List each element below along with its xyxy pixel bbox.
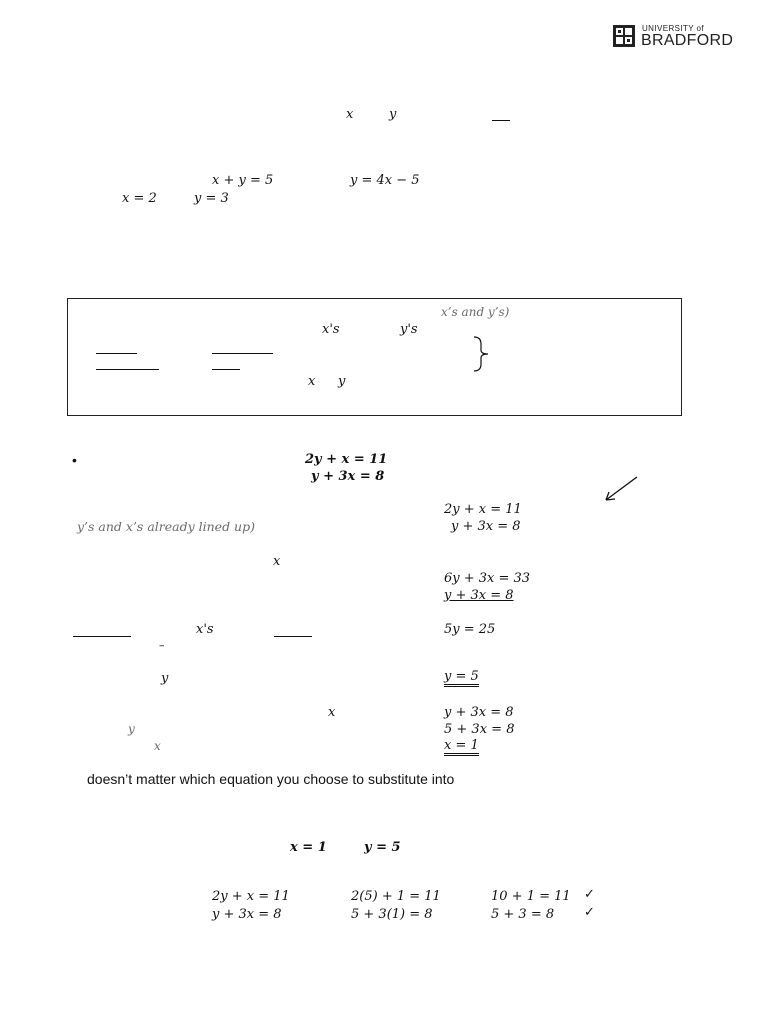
blank-line-a — [73, 636, 131, 637]
subtract-result: 5y = 25 — [444, 622, 496, 637]
sub-eq2: 5 + 3x = 8 — [444, 722, 515, 737]
xs-label: x's — [196, 622, 214, 637]
blank-line-b — [274, 636, 312, 637]
example1-eq1: x + y = 5 — [212, 173, 274, 188]
check-mark-icon: ✓ — [584, 905, 595, 920]
box-x: x — [308, 374, 316, 389]
mult-eq2: y + 3x = 8 — [444, 588, 514, 603]
box-xs: x's — [322, 322, 340, 337]
box-blank-line-2 — [212, 353, 273, 354]
example2-note: y’s and x’s already lined up) — [77, 519, 255, 534]
box-blank-line-1 — [96, 353, 137, 354]
x-result: x = 1 — [444, 739, 479, 756]
header-blank-line — [492, 120, 510, 121]
final-y: y = 5 — [364, 840, 401, 855]
multiply-x: x — [273, 554, 281, 569]
check-mark-icon: ✓ — [584, 887, 595, 902]
example1-eq2: y = 4x − 5 — [350, 173, 420, 188]
check-row1-sub: 2(5) + 1 = 11 — [351, 889, 441, 904]
right-brace-icon — [472, 336, 490, 372]
example1-sol-x: x = 2 — [122, 191, 157, 206]
university-crest-icon — [612, 24, 636, 48]
box-y: y — [338, 374, 346, 389]
sub-x-grey: x — [154, 739, 161, 753]
check-row2-eq: y + 3x = 8 — [212, 907, 282, 922]
bullet-point: • — [72, 452, 77, 468]
check-row1-eq: 2y + x = 11 — [212, 889, 290, 904]
header-var-x: x — [346, 107, 354, 122]
box-ys: y's — [400, 322, 418, 337]
logo-bradford: BRADFORD — [641, 32, 734, 49]
right-eq1: 2y + x = 11 — [444, 502, 522, 517]
check-row2-sub: 5 + 3(1) = 8 — [351, 907, 433, 922]
final-x: x = 1 — [290, 840, 327, 855]
substitute-x: x — [328, 705, 336, 720]
header-var-y: y — [389, 107, 397, 122]
y-result: y = 5 — [444, 670, 479, 687]
arrow-icon — [603, 475, 639, 503]
example1-sol-y: y = 3 — [194, 191, 229, 206]
mult-eq1: 6y + 3x = 33 — [444, 571, 531, 586]
method-box — [67, 298, 682, 416]
example2-eq2-bold: y + 3x = 8 — [311, 469, 385, 484]
sub-y-grey: y — [128, 722, 135, 736]
example2-eq1-bold: 2y + x = 11 — [305, 452, 388, 467]
university-logo — [612, 24, 742, 50]
box-blank-line-3 — [96, 369, 159, 370]
logo-university-of: UNIVERSITY of — [642, 24, 704, 33]
right-eq2: y + 3x = 8 — [451, 519, 521, 534]
minus-sign: – — [159, 639, 165, 652]
sub-eq1: y + 3x = 8 — [444, 705, 514, 720]
check-row2-calc: 5 + 3 = 8 — [491, 907, 555, 922]
y-label: y — [161, 671, 169, 686]
box-blank-line-4 — [212, 369, 240, 370]
substitution-remark: doesn’t matter which equation you choose to substitute into — [87, 771, 455, 787]
check-row1-calc: 10 + 1 = 11 — [491, 889, 571, 904]
box-note: x’s and y’s) — [441, 305, 510, 319]
